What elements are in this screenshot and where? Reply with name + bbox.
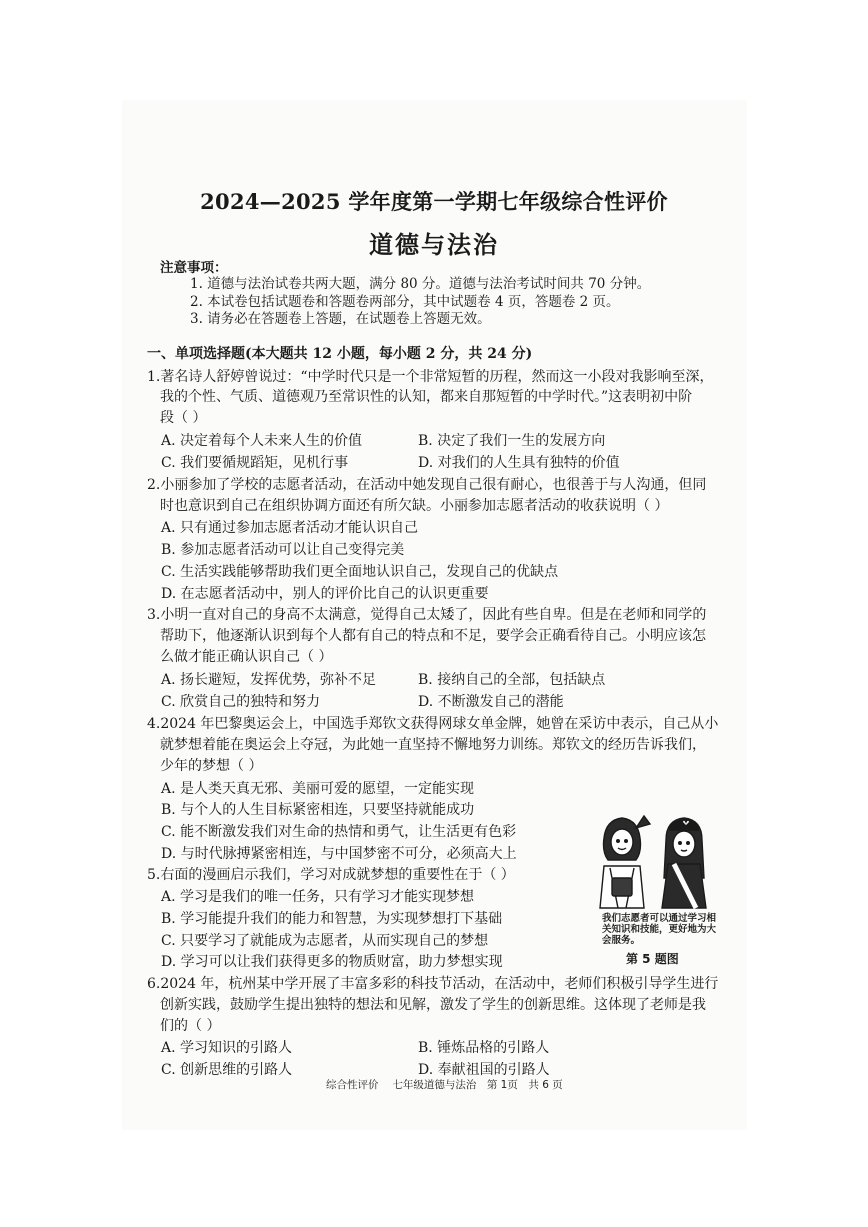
notice-item: 2. 本试卷包括试题卷和答题卷两部分，其中试题卷 4 页，答题卷 2 页。 [190,294,620,310]
question-6-option-c: C. 创新思维的引路人 [161,1062,293,1078]
volunteer-comic-image [596,808,721,913]
question-5-option-a: A. 学习是我们的唯一任务，只有学习才能实现梦想 [161,889,475,905]
question-3-option-a: A. 扬长避短，发挥优势，弥补不足 [161,672,377,688]
question-5-option-b: B. 学习能提升我们的能力和智慧，为实现梦想打下基础 [161,911,503,927]
figure-label: 第 5 题图 [626,952,679,966]
question-1-stem: 段（ ） [160,410,207,426]
page-footer: 综合性评价 七年级道德与法治 第 1页 共 6 页 [326,1079,563,1091]
question-2-option-b: B. 参加志愿者活动可以让自己变得完美 [161,542,405,558]
question-5-option-d: D. 学习可以让我们获得更多的物质财富，助力梦想实现 [161,954,503,970]
student-figure [600,816,650,908]
question-5-option-c: C. 只要学习了就能成为志愿者，从而实现自己的梦想 [161,933,489,949]
question-2-option-d: D. 在志愿者活动中，别人的评价比自己的认识更重要 [161,586,489,602]
question-4-option-b: B. 与个人的人生目标紧密相连，只要坚持就能成功 [161,802,475,818]
notice-heading: 注意事项： [160,260,228,276]
question-6-stem: 6.2024 年，杭州某中学开展了丰富多彩的科技节活动，在活动中，老师们积极引导学生进行 [147,976,719,992]
question-4-stem: 少年的梦想（ ） [160,758,263,774]
section-title: 一、单项选择题(本大题共 12 小题，每小题 2 分，共 24 分) [147,346,533,362]
question-6-stem: 们的（ ） [160,1018,221,1034]
question-1-option-c: C. 我们要循规蹈矩，见机行事 [161,455,349,471]
question-6-option-a: A. 学习知识的引路人 [161,1040,293,1056]
question-3-stem: 帮助下，他逐渐认识到每个人都有自己的特点和不足，要学会正确看待自己。小明应该怎 [160,628,706,644]
question-4-option-a: A. 是人类天真无邪、美丽可爱的愿望，一定能实现 [161,781,475,797]
question-6-option-b: B. 锤炼品格的引路人 [418,1040,550,1056]
question-3-option-c: C. 欣赏自己的独特和努力 [161,694,321,710]
notice-item: 1. 道德与法治试卷共两大题，满分 80 分。道德与法治考试时间共 70 分钟。 [190,276,651,292]
question-1-option-a: A. 决定着每个人未来人生的价值 [161,433,363,449]
question-2-stem: 时也意识到自己在组织协调方面还有所欠缺。小丽参加志愿者活动的收获说明（ ） [160,498,669,514]
question-4-stem: 就梦想着能在奥运会上夺冠，为此她一直坚持不懈地努力训练。郑钦文的经历告诉我们， [160,737,706,753]
question-2-option-c: C. 生活实践能够帮助我们更全面地认识自己，发现自己的优缺点 [161,564,559,580]
exam-title: 2024—2025 学年度第一学期七年级综合性评价 [200,189,668,214]
question-5-stem: 5.右面的漫画启示我们，学习对成就梦想的重要性在于（ ） [147,867,515,883]
question-3-stem: 么做才能正确认识自己（ ） [160,649,333,665]
figure-caption: 我们志愿者可以通过学习相关知识和技能，更好地为大会服务。 [602,913,717,946]
question-1-stem: 1.著名诗人舒婷曾说过：“中学时代只是一个非常短暂的历程，然而这一小段对我影响至深， [147,369,714,385]
question-2-stem: 2.小丽参加了学校的志愿者活动，在活动中她发现自己很有耐心，也很善于与人沟通，但同 [147,477,707,493]
volunteer-figure [662,818,706,908]
question-2-option-a: A. 只有通过参加志愿者活动才能认识自己 [161,520,419,536]
question-4-stem: 4.2024 年巴黎奥运会上，中国选手郑钦文获得网球女单金牌，她曾在采访中表示，自己从小 [147,716,719,732]
notice-item: 3. 请务必在答题卷上答题，在试题卷上答题无效。 [190,311,491,327]
question-1-option-d: D. 对我们的人生具有独特的价值 [418,455,620,471]
question-1-option-b: B. 决定了我们一生的发展方向 [418,433,606,449]
question-6-option-d: D. 奉献祖国的引路人 [418,1062,550,1078]
question-3-option-b: B. 接纳自己的全部，包括缺点 [418,672,606,688]
subject-title: 道德与法治 [369,230,499,259]
question-4-option-c: C. 能不断激发我们对生命的热情和勇气，让生活更有色彩 [161,824,517,840]
question-3-stem: 3.小明一直对自己的身高不太满意，觉得自己太矮了，因此有些自卑。但是在老师和同学的 [147,607,707,623]
question-1-stem: 我的个性、气质、道德观乃至常识性的认知，都来自那短暂的中学时代。”这表明初中阶 [160,389,693,405]
question-6-stem: 创新实践，鼓励学生提出独特的想法和见解，激发了学生的创新思维。这体现了老师是我 [160,997,706,1013]
question-3-option-d: D. 不断激发自己的潜能 [418,694,564,710]
question-4-option-d: D. 与时代脉搏紧密相连，与中国梦密不可分，必须高大上 [161,846,517,862]
